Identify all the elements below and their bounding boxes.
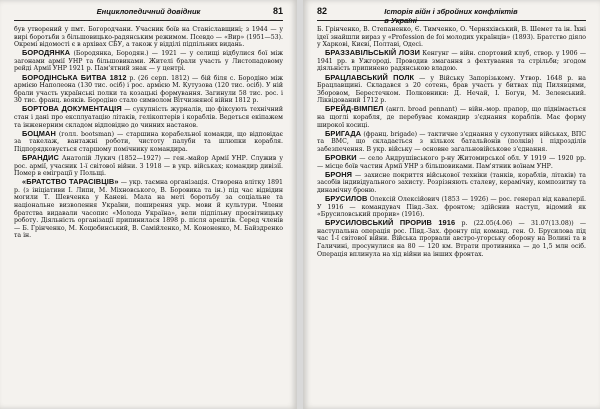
entry-text: (франц. brigade) — тактичне з'єднання у сухопутних військах, ВПС та ВМС, що складається з кількох батальйонів (полків) і підрозділів забезпечення. В укр. війську — основне загальновійськове з'єднання. xyxy=(317,130,587,153)
entry-headword: БОРОДЯНКА xyxy=(22,48,71,58)
running-head-left xyxy=(14,6,283,21)
left-page xyxy=(0,0,297,409)
left-page-text xyxy=(14,26,283,403)
entry-text: Б. Грінченко, В. Степаненко, Є. Тимченко, О. Черняхівський, В. Шемет та ін. Їхні ідеї знайшли вираз у «Profession de foi молодих українців» (1893). Братство діяло у Харкові, Києві, Полтаві, Одесі. xyxy=(317,26,586,49)
entry-text: Анатолій Лукич (1852—1927) — ген.-майор Армії УНР. Служив у рос. армії, учасник 1-ї світової війни. З 1918 — в укр. військах; командир дивізії. Помер в еміграції у Польщі. xyxy=(14,155,283,178)
entry-text: Кенгунг — війн. спортовий клуб, створ. у 1906 — 1941 рр. в Ужгороді. Проводив змагання з фехтування та стрільби; згодом діяльність припинено радянською владою. xyxy=(317,50,587,73)
entry-headword: БОЦМАН xyxy=(22,128,56,138)
page-header-title: Енциклопедичний довідник xyxy=(96,7,201,16)
dictionary-entry xyxy=(317,130,586,154)
entry-headword: БРОВКИ xyxy=(325,153,357,162)
dictionary-entry xyxy=(317,219,586,258)
entry-text: (голл. bootsman) — старшина корабельної команди, що відповідає за такелаж, вантажні роботи, чистоту палуби та шлюпки корабля. Підпорядковується старшому помічнику командира. xyxy=(14,130,284,153)
entry-text: — сукупність журналів, що фіксують технічний стан і дані про експлуатацію літаків, гелікоптерів і кораблів. Ведеться екіпажем та інженерним складом відповідно до чинних настанов. xyxy=(14,106,284,129)
dictionary-entry xyxy=(317,154,586,170)
entry-headword: БРУСИЛОВСЬКИЙ ПРОРИВ 1916 xyxy=(325,218,456,228)
dictionary-entry xyxy=(317,195,586,219)
dictionary-entry xyxy=(317,171,586,195)
dictionary-entry xyxy=(14,178,283,240)
page-number: 81 xyxy=(272,6,283,16)
dictionary-entry xyxy=(14,105,283,129)
dictionary-entry xyxy=(317,49,586,73)
entry-headword: БРАЗЗАВІЛЬСЬКІЙ ЛОЗИ xyxy=(325,48,420,58)
entry-text: — укр. таємна організація. Створена влітку 1891 р. (з ініціативи І. Липи, М. Міхновського, В. Боровика та ін.) під час відвідин могили Т. Шевченка у Каневі. Мала на меті боротьбу за соціальне та національне визволення України, поширення укр. мови й культури. Члени братства видавали часопис «Молода Україна», вели підпільну просвітницьку роботу. Діяльність організації припинилася 1898 р. після арештів. Серед членів — Б. Грінченко, М. Коцюбинський, В. Самійленко, М. Кононенко, М. Байздренко та ін. xyxy=(14,179,283,240)
entry-text: був утворений у пмт. Богородчани. Учасник боїв на Станіславщині; з 1944 — у вирі боротьби з більшовицько-радянським режимом. Псевдо — «Вир» (1951—53). Окремі відомості є в архівах СБУ, а також у відділі підпільних видань. xyxy=(14,26,283,49)
dictionary-entry xyxy=(14,130,283,154)
dictionary-entry xyxy=(14,26,283,49)
entry-headword: БОРОДІНСЬКА БИТВА 1812 xyxy=(22,72,127,82)
entry-text: — у Війську Запорізькому. Утвор. 1648 р. на Брацлавщині. Складався з 20 сотень, брав участь у битвах під Пилявцями, Зборовом, Берестечком. Полковники: Д. Нечай, І. Богун, М. Зеленський. Ліквідований 1712 р. xyxy=(317,74,586,105)
entry-headword: БРАЦЛАВСЬКИЙ ПОЛК xyxy=(325,72,415,82)
right-page xyxy=(303,0,600,409)
right-page-text xyxy=(317,26,586,403)
entry-text: (англ. broad pennant) — війн.-мор. прапор, що піднімається на щоглі корабля, де перебуває командир з'єднання кораблів. Має форму широкої косиці. xyxy=(317,106,587,129)
entry-text: Олексій Олексійович (1853 — 1926) — рос. генерал від кавалерії. У 1916 — командувач Півд.-Зах. фронтом; здійснив наступ, відомий як «Брусиловський прорив» (1916). xyxy=(317,195,587,219)
dictionary-entry xyxy=(317,74,586,105)
entry-headword: БРУСИЛОВ xyxy=(325,193,368,203)
entry-headword: БРАНДИС xyxy=(22,153,59,162)
dictionary-entry xyxy=(317,26,586,49)
dictionary-entry xyxy=(317,105,586,129)
entry-headword: БРОНЯ xyxy=(325,169,353,179)
dictionary-entry xyxy=(14,154,283,178)
entry-text: — захисне покриття військової техніки (танків, кораблів, літаків) та засобів індивідуального захисту. Розрізняють сталеву, керамічну, композитну та динамічну броню. xyxy=(317,171,587,194)
entry-text: р. (26 серп. 1812) — бій біля с. Бородіно між армією Наполеона (130 тис. осіб) і рос. армією М. Кутузова (120 тис. осіб). У ній брали участь українські полки та козацькі формування. Загинули 58 тис. рос. і 30 тис. франц. вояків. Бородіно стало символом Вітчизняної війни 1812 р. xyxy=(14,74,284,105)
running-head-right xyxy=(317,6,586,25)
dictionary-entry xyxy=(14,74,283,105)
entry-headword: БОРТОВА ДОКУМЕНТАЦІЯ xyxy=(22,104,122,114)
dictionary-entry xyxy=(14,49,283,73)
entry-text: (Бородянка, Бородян.) — 1921 — у селищі відбулися бої між загонами армії УНР та більшовиками. Жителі брали участь у Листопадовому рейді Армії УНР 1921 р. Пам'ятний знак — у центрі. xyxy=(14,50,284,73)
entry-text: р. (22.05(4.06) — 31.07(13.08)) — наступальна операція рос. Півд.-Зах. фронту під команд. ген. О. Брусилова під час 1-ї світової війни. Війська прорвали австро-угорську оборону на Волині та в Галичині, просунулися на 80 — 120 км. Втрати противника — до 1,5 млн осіб. Операція вплинула на хід війни на інших фронтах. xyxy=(317,220,587,258)
page-number: 82 xyxy=(317,6,328,16)
entry-headword: БРЕЙД-ВІМПЕЛ xyxy=(325,104,384,114)
page-header-title: Історія війн і збройних конфліктів в Україні xyxy=(384,7,518,25)
entry-headword: «БРАТСТВО ТАРАСІВЦІВ» xyxy=(22,177,119,187)
entry-headword: БРИГАДА xyxy=(325,128,362,138)
entry-text: — село Андрушівського р-ну Житомирської обл. У 1919 — 1920 рр. — місце боїв частин Армії УНР з більшовиками. Пам'ятник воїнам УНР. xyxy=(317,155,587,170)
